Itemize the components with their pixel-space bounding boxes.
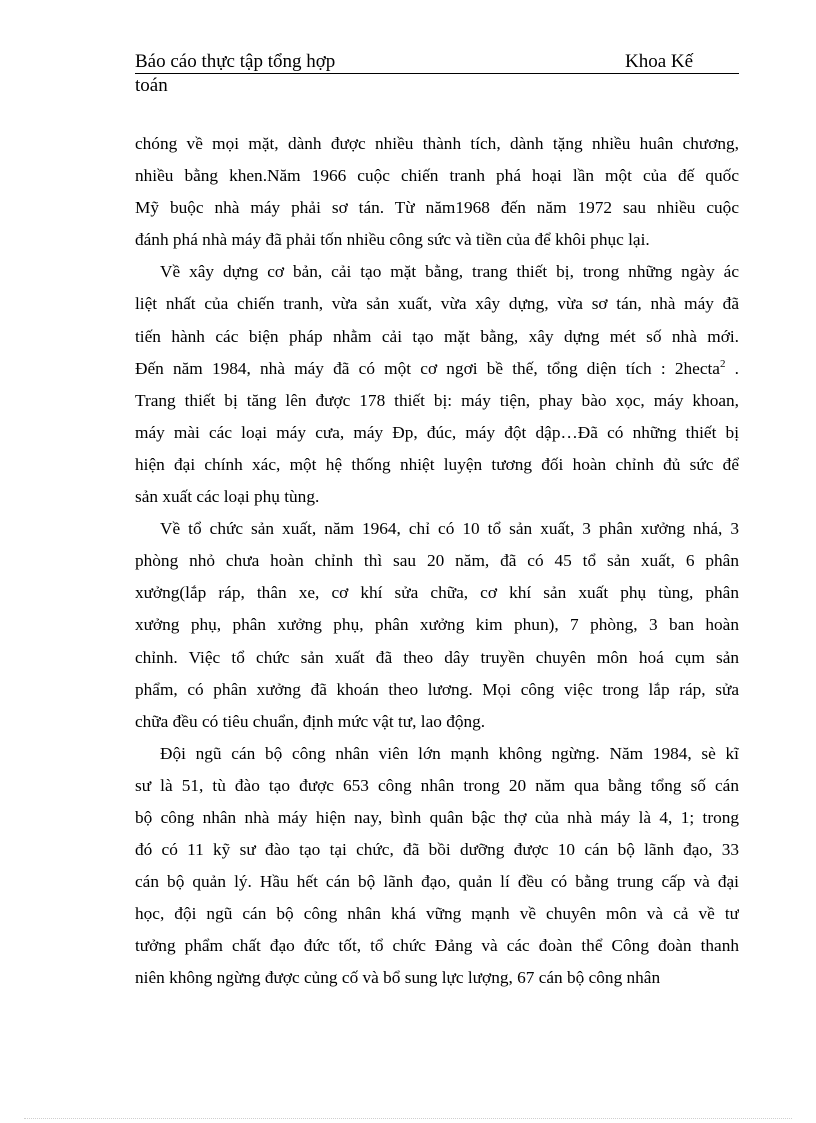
superscript-suffix: .: [725, 358, 739, 378]
text-line: Đội ngũ cán bộ công nhân viên lớn mạnh không ngừng. Năm 1984, sè kĩ: [160, 743, 739, 763]
page-header: [135, 51, 739, 97]
text-line: đánh phá nhà máy đã phải tốn nhiều công sức và tiền của để khôi phục lại.: [135, 230, 650, 250]
text-line: Trang thiết bị tăng lên được 178 thiết bị: máy tiện, phay bào xọc, máy khoan,: [135, 390, 739, 410]
text-line: đó có 11 kỹ sư đào tạo tại chức, đã bồi dưỡng được 10 cán bộ lãnh đạo, 33: [135, 840, 739, 860]
text-line: sư là 51, tù đào tạo được 653 công nhân trong 20 năm qua bằng tổng số cán: [135, 775, 739, 795]
text-line: chỉnh. Việc tổ chức sản xuất đã theo dây truyền chuyên môn hoá cụm sản: [135, 647, 739, 667]
page-bottom-divider: [24, 1118, 792, 1119]
paragraph-1: [135, 128, 739, 256]
text-line: niên không ngừng được củng cố và bổ sung lực lượng, 67 cán bộ công nhân: [135, 968, 661, 988]
text-line: nhiều bằng khen.Năm 1966 cuộc chiến tranh phá hoại lần một của đế quốc: [135, 166, 739, 186]
text-line: phẩm, có phân xưởng đã khoán theo lương. Mọi công việc trong lắp ráp, sửa: [135, 679, 739, 699]
text-line: học, đội ngũ cán bộ công nhân khá vững mạnh về chuyên môn và cả về tư: [135, 904, 739, 924]
text-line: bộ công nhân nhà máy hiện nay, bình quân bậc thợ của nhà máy là 4, 1; trong: [135, 807, 739, 827]
text-line-main: Đến năm 1984, nhà máy đã có một cơ ngơi bề thế, tổng diện tích : 2hecta: [135, 358, 720, 378]
text-line: sản xuất các loại phụ tùng.: [135, 487, 320, 507]
paragraph-3: [135, 513, 739, 738]
text-line: Về tổ chức sản xuất, năm 1964, chỉ có 10 tổ sản xuất, 3 phân xưởng nhá, 3: [160, 519, 739, 539]
text-line: xưởng(lắp ráp, thân xe, cơ khí sửa chữa, cơ khí sản xuất phụ tùng, phân: [135, 583, 739, 603]
text-line: tưởng phẩm chất đạo đức tốt, tổ chức Đảng và các đoàn thể Công đoàn thanh: [135, 936, 739, 956]
department-name-continued: toán: [135, 75, 168, 96]
report-title: Báo cáo thực tập tổng hợp: [135, 51, 336, 72]
text-line: máy mài các loại máy cưa, máy Đp, đúc, máy đột dập…Đã có những thiết bị: [135, 422, 739, 442]
text-line: Mỹ buộc nhà máy phải sơ tán. Từ năm1968 đến năm 1972 sau nhiều cuộc: [135, 198, 739, 218]
superscript-two: 2: [719, 357, 726, 370]
paragraph-4: [135, 738, 739, 995]
text-line: hiện đại chính xác, một hệ thống nhiệt luyện tương đối hoàn chỉnh đủ sức để: [135, 454, 739, 474]
text-line: tiến hành các biện pháp nhằm cải tạo mặt bằng, xây dựng mét số nhà mới.: [135, 326, 739, 346]
text-line: phòng nhỏ chưa hoàn chỉnh thì sau 20 năm, đã có 45 tổ sản xuất, 6 phân: [135, 551, 739, 571]
text-line-with-superscript: [135, 353, 739, 385]
header-underline-row: [135, 51, 739, 74]
text-line: chữa đều có tiêu chuẩn, định mức vật tư, lao động.: [135, 711, 486, 731]
text-line: Về xây dựng cơ bản, cải tạo mặt bằng, trang thiết bị, trong những ngày ác: [160, 262, 739, 282]
text-line: xưởng phụ, phân xưởng phụ, phân xưởng kim phun), 7 phòng, 3 ban hoàn: [135, 615, 739, 635]
department-name: Khoa Kế: [625, 51, 694, 72]
body-text: [135, 128, 739, 995]
text-line: chóng về mọi mặt, dành được nhiều thành tích, dành tặng nhiều huân chương,: [135, 134, 739, 153]
text-line: cán bộ quản lý. Hầu hết cán bộ lãnh đạo, quản lí đều có bằng trung cấp và đại: [135, 872, 739, 892]
text-line: liệt nhất của chiến tranh, vừa sản xuất, vừa xây dựng, vừa sơ tán, nhà máy đã: [135, 294, 739, 314]
paragraph-2: [135, 256, 739, 513]
